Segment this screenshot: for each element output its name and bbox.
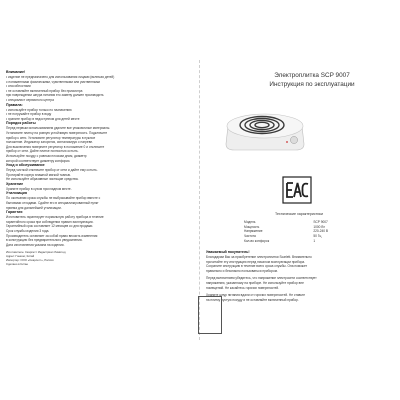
left-page	[6, 70, 196, 332]
text-line: • не погружайте прибор в воду	[6, 112, 196, 117]
text-line: которой соответствует диаметру конфорки.	[6, 158, 71, 163]
text-line: • используйте прибор только по назначению	[6, 108, 196, 113]
text-line: в конструкцию без предварительного уведомления.	[6, 238, 83, 243]
spec-key: Частота	[244, 234, 256, 239]
section-heading: Правила:	[6, 102, 23, 107]
text-line: Производитель оставляет за собой право вносить изменения	[6, 233, 98, 238]
text-line: прочитайте эту инструкцию перед началом эксплуатации прибора.	[206, 259, 306, 264]
text-line: помещений. Не касайтесь горячих поверхностей.	[206, 285, 280, 290]
section-heading: Уход и обслуживание	[6, 163, 45, 168]
title-line-1: Электроплитка SCP 9007	[274, 72, 350, 79]
spec-value: SCP 9007	[313, 220, 328, 224]
text-line: Срок службы изделия 3 года.	[6, 229, 50, 234]
right-page	[204, 70, 396, 332]
text-line: • способностями	[6, 84, 196, 89]
footer-line: Изготовитель: Скарлетт Индастриал Лимитед	[6, 250, 66, 255]
text-line: Храните прибор в сухом прохладном месте.	[6, 186, 72, 191]
section-heading: Гарантия	[6, 210, 23, 215]
text-line: прибор от сети. Дайте плитке полностью остыть.	[6, 149, 79, 154]
section-heading: Порядок работы	[6, 121, 36, 126]
specs-title: Технические характеристики	[275, 212, 323, 216]
eac-mark-icon	[282, 176, 312, 204]
footer-line: Сделано в Китае	[6, 262, 28, 267]
text-line: Сохраните инструкцию в течение всего срока службы. Она поможет	[206, 264, 308, 269]
text-line: прибор к сети. Установите регулятор температуры в нужное	[6, 135, 96, 140]
footer-line: Адрес: Гонконг, Китай	[6, 254, 35, 259]
text-line: Благодарим Вас за приобретение электроплитки Scarlett. Внимательно	[206, 255, 312, 259]
text-line: Используйте посуду с ровным плоским дном, диаметр	[6, 153, 87, 158]
text-line: Гарантийный срок составляет 12 месяцев со дня продажи.	[6, 224, 94, 229]
text-line: приема для дальнейшей утилизации.	[6, 205, 62, 210]
text-line: напряжению, указанному на приборе. Не используйте прибор вне	[206, 280, 304, 285]
text-line: Перед чисткой отключите прибор от сети и дайте ему остыть.	[6, 168, 98, 173]
text-line: положение. Индикатор загорится, сигнализируя о нагреве.	[6, 140, 94, 145]
document-title	[232, 72, 392, 89]
spec-key: Кол-во конфорок	[244, 238, 270, 243]
footer-line: Импортер: ООО «Скарлетт», Россия	[6, 258, 54, 263]
text-line: Не используйте абразивные чистящие средства.	[6, 177, 79, 182]
warranty-stamp-box	[198, 296, 222, 334]
text-line: • храните прибор в недоступном для детей месте	[6, 117, 196, 122]
text-line: с пониженными физическими, чувственными или умственными	[6, 79, 101, 84]
text-line: По окончании срока службы не выбрасывайте прибор вместе с	[6, 196, 101, 201]
text-line: Храните шнур питания вдали от горячих поверхностей. Не ставьте	[206, 293, 305, 298]
text-line: Для выключения поверните регулятор в положение 0 и отключите	[6, 144, 105, 149]
text-line: • изделие не предназначено для использования лицами (включая детей)	[6, 75, 196, 80]
text-line: на плитку пустую посуду и не оставляйте включенный прибор.	[206, 297, 299, 302]
text-line: Установите плитку на ровную устойчивую поверхность. Подключите	[6, 130, 108, 135]
text-line: Изготовитель гарантирует нормальную работу прибора в течение	[6, 215, 104, 220]
hot-plate-image	[222, 100, 308, 156]
right-body-text	[206, 250, 394, 302]
text-line: бытовыми отходами. Сдайте его в специализированный пункт	[6, 201, 99, 206]
text-line: гарантийного срока при соблюдении правил эксплуатации.	[6, 219, 94, 224]
section-heading: Внимание!	[6, 70, 26, 74]
spec-value: 1000 Вт	[313, 224, 325, 229]
text-line: Перед включением убедитесь, что напряжение электросети соответствует	[206, 276, 317, 281]
title-line-2: Инструкция по эксплуатации	[269, 80, 355, 88]
spec-value: 1	[313, 238, 316, 243]
spec-key: Мощность	[244, 224, 260, 229]
section-heading: Уважаемый покупатель!	[206, 250, 250, 254]
section-heading: Утилизация	[6, 191, 27, 196]
spec-row	[244, 239, 354, 244]
spec-key: Напряжение	[244, 229, 263, 234]
spec-value: 220-240 В	[313, 229, 329, 234]
spec-value: 50 Гц	[313, 234, 322, 239]
text-line: при повреждении шнура питания его замену должен производить	[6, 93, 104, 98]
text-line: Перед первым использованием удалите все упаковочные материалы.	[6, 126, 111, 131]
text-line: правильно и безопасно пользоваться прибором.	[206, 268, 278, 273]
text-line: • специалист сервисного центра	[6, 98, 196, 103]
text-line: Протирайте корпус влажной мягкой тканью.	[6, 172, 72, 177]
spec-key: Модель	[244, 220, 256, 224]
section-heading: Хранение	[6, 181, 24, 186]
text-line: Дата изготовления указана на изделии.	[6, 242, 65, 247]
text-line: • не оставляйте включенный прибор без присмотра	[6, 89, 196, 94]
specs-table	[244, 220, 354, 244]
